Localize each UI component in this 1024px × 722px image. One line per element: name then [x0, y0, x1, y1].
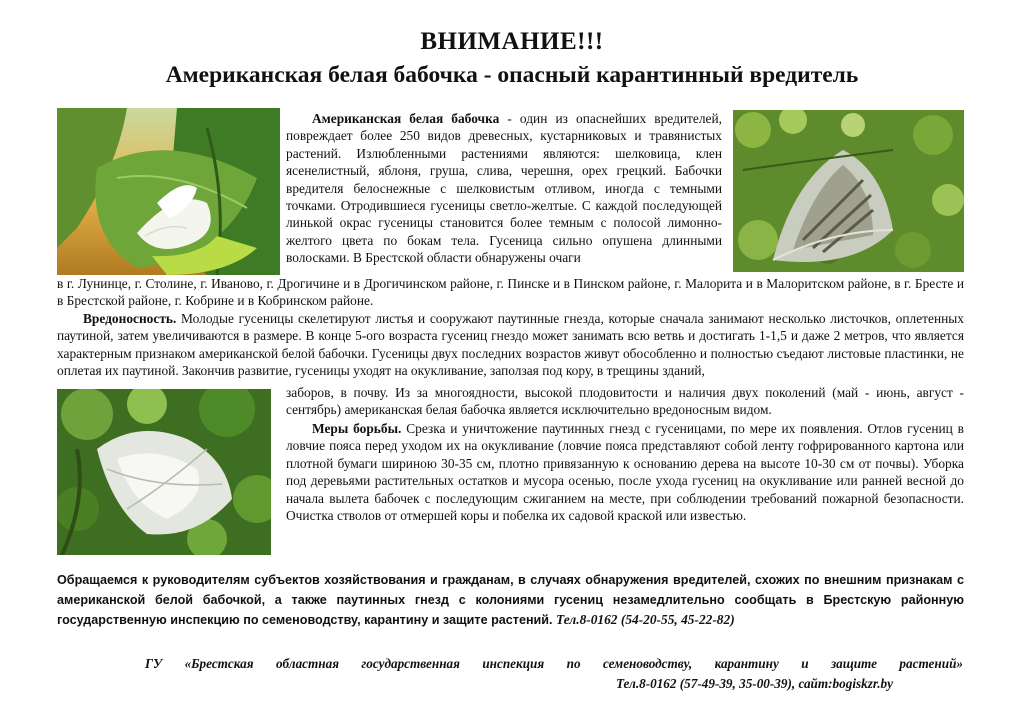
footer-contacts: Тел.8-0162 (57-49-39, 35-00-39), сайт:bogiskzr.by	[615, 676, 893, 691]
intro-paragraph	[286, 110, 722, 267]
page-subtitle: Американская белая бабочка - опасный карантинный вредитель	[165, 62, 859, 88]
intro-text-continued: в г. Лунинце, г. Столине, г. Иваново, г. Дрогичине и в Дрогичинском районе, г. Пинске и в Пинском районе, г. Малорита и в Малоритском районе, в г. Бресте и в Брестской районе, г. Кобрине и в Кобринском районе.	[57, 276, 964, 309]
harm-paragraph	[57, 310, 964, 380]
appeal-paragraph	[57, 571, 964, 631]
measures-text: Срезка и уничтожение паутинных гнезд с гусеницами, по мере их появления. Отлов гусениц в ловчие пояса перед уходом их на окукливание (ловчие пояса представляют собой ленту гофрированного картона или плотной бумаги шириною 30-35 см, плотно привязанную к основанию дерева на высоте 10-30 см от почвы). Уборка под деревьями растительных остатков и мусора осенью, после ухода гусениц на окукливание или ранней весной до начала вылета бабочек с последующим сжиганием на месте, при соблюдении требований пожарной безопасности. Очистка стволов от отмершей коры и побелка их садовой краской или известью.	[286, 421, 964, 524]
harm-text: Молодые гусеницы скелетируют листья и сооружают паутинные гнезда, которые сначала занимают несколько листочков, оплетенных паутиной, затем увеличиваются в размере. В конце 5-ого возраста гусениц гнездо может занимать всю ветвь и достигать 1-1,5 и даже 2 метров, что является характерным признаком американской белой бабочки. Гусеницы двух последних возрастов живут обособленно и полностью съедают листовые пластинки, не оплетая их паутиной. Закончив развитие, гусеницы уходят на окукливание, заползая под кору, в трещины зданий,	[57, 311, 964, 379]
intro-text: - один из опаснейших вредителей, повреждает более 250 видов древесных, кустарниковых и травянистых растений. Излюбленными растениями являются: шелковица, клен ясенелистный, яблоня, груша, слива, черешня, орех грецкий. Бабочки вредителя белоснежные с шелковистым отливом, иногда с темными точками. Отродившиеся гусеницы светло-желтые. С каждой последующей линькой окрас гусеницы становится более темным с полосой лимонно-желтого цвета по бокам тела. Гусеница сильно опушена длинными волосками. В Брестской области обнаружены очаги	[286, 111, 722, 266]
measures-paragraph	[286, 420, 964, 524]
web-nest-photo	[57, 389, 271, 555]
appeal-text: Обращаемся к руководителям субъектов хозяйствования и гражданам, в случаях обнаружения вредителей, схожих по внешним признакам с американской белой бабочкой, а также паутинных гнезд с колониями гусениц незамедлительно сообщать в Брестскую районную государственную инспекцию по семеноводству, карантину и защите растений.	[57, 573, 964, 627]
appeal-phone: Тел.8-0162 (54-20-55, 45-22-82)	[556, 612, 735, 627]
footer-organization: ГУ «Брестская областная государственная инспекция по семеноводству, карантину и защите растений»	[145, 656, 963, 671]
moth-photo	[57, 108, 280, 275]
measures-term: Меры борьбы.	[312, 421, 402, 436]
harm-text-continued: заборов, в почву. Из за многоядности, высокой плодовитости и наличия двух поколений (май - июнь, август - сентябрь) американская белая бабочка является исключительно вредоносным видом.	[286, 385, 964, 418]
caterpillar-nest-photo	[733, 110, 964, 272]
page-title: ВНИМАНИЕ!!!	[420, 28, 604, 55]
intro-paragraph-continued	[57, 275, 964, 310]
intro-term: Американская белая бабочка	[312, 111, 500, 126]
harm-term: Вредоносность.	[83, 311, 177, 326]
harm-paragraph-continued	[286, 384, 964, 419]
